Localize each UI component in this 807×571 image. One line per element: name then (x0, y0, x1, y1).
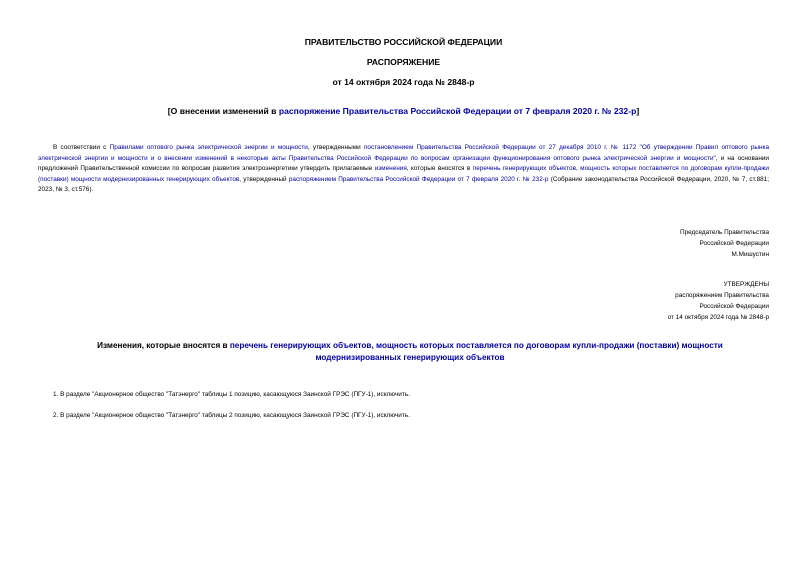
change-item: 2. В разделе "Акционерное общество "Татэнерго" таблицы 2 позицию, касающуюся Заинской ГРЭС (ПГУ-1), исключить. (53, 412, 410, 419)
approval-line: распоряжением Правительства (675, 292, 769, 299)
change-item: 1. В разделе "Акционерное общество "Татэнерго" таблицы 1 позицию, касающуюся Заинской ГРЭС (ПГУ-1), исключить. (53, 391, 410, 398)
paragraph-text: (Собрание законодательства Российской Федерации, 2020, № 7, ст.881; 2023, № 3, ст.576). (38, 175, 770, 193)
title-prefix: [О внесении изменений в (167, 106, 279, 116)
changes-title-prefix: Изменения, которые вносятся в (97, 341, 230, 350)
approval-line: Российской Федерации (699, 303, 769, 310)
government-heading: ПРАВИТЕЛЬСТВО РОССИЙСКОЙ ФЕДЕРАЦИИ (304, 37, 503, 47)
title-suffix: ] (636, 106, 640, 116)
paragraph-text: , утвержденными (307, 144, 364, 151)
approval-date: от 14 октября 2024 года № 2848-р (667, 314, 769, 321)
document-title (0, 106, 807, 116)
signature-position: Председатель Правительства (680, 229, 769, 236)
document-date-number: от 14 октября 2024 года № 2848-р (332, 77, 475, 87)
paragraph-text: , которые вносятся в (406, 165, 473, 172)
signature-block (680, 227, 769, 260)
main-paragraph (38, 143, 769, 196)
changes-title (60, 340, 760, 363)
changes-list-link[interactable]: перечень генерирующих объектов, мощность которых поставляется по договорам купли-продажи (поставки) мощности модернизированных генерирующих объектов (229, 341, 723, 362)
approval-heading: УТВЕРЖДЕНЫ (723, 281, 769, 288)
generating-objects-list-link[interactable]: перечень генерирующих объектов, мощность которых поставляется по договорам купли-продажи (поставки) мощности модернизированных генерирующих объектов (38, 165, 769, 183)
resolution-1172-link[interactable]: постановлением Правительства Российской Федерации от 27 декабря 2010 г. № 1172 "Об утверждении Правил оптового рынка электрической энергии и мощности и о внесении изменений в некоторые акты Правительства Российской Федерации по вопросам организации функционирования оптового рынка электрической энергии и мощности" (38, 144, 769, 162)
signature-name: М.Мишустин (731, 251, 769, 258)
changes-link[interactable]: изменения (374, 165, 407, 172)
market-rules-link[interactable]: Правилами оптового рынка электрической энергии и мощности (109, 144, 308, 151)
amended-order-link[interactable]: распоряжение Правительства Российской Федерации от 7 февраля 2020 г. № 232-р (278, 106, 637, 116)
paragraph-text: , утвержденный (239, 175, 289, 183)
paragraph-text: В соответствии с (53, 144, 110, 151)
approval-block (668, 279, 769, 323)
document-type: РАСПОРЯЖЕНИЕ (366, 57, 441, 67)
order-232-link[interactable]: распоряжением Правительства Российской Федерации от 7 февраля 2020 г. № 232-р (288, 175, 549, 183)
paragraph-text: , и на основании предложений Правительственной комиссии по вопросам развития электроэнергетики утвердить прилагаемые (38, 154, 770, 172)
signature-country: Российской Федерации (699, 240, 769, 247)
